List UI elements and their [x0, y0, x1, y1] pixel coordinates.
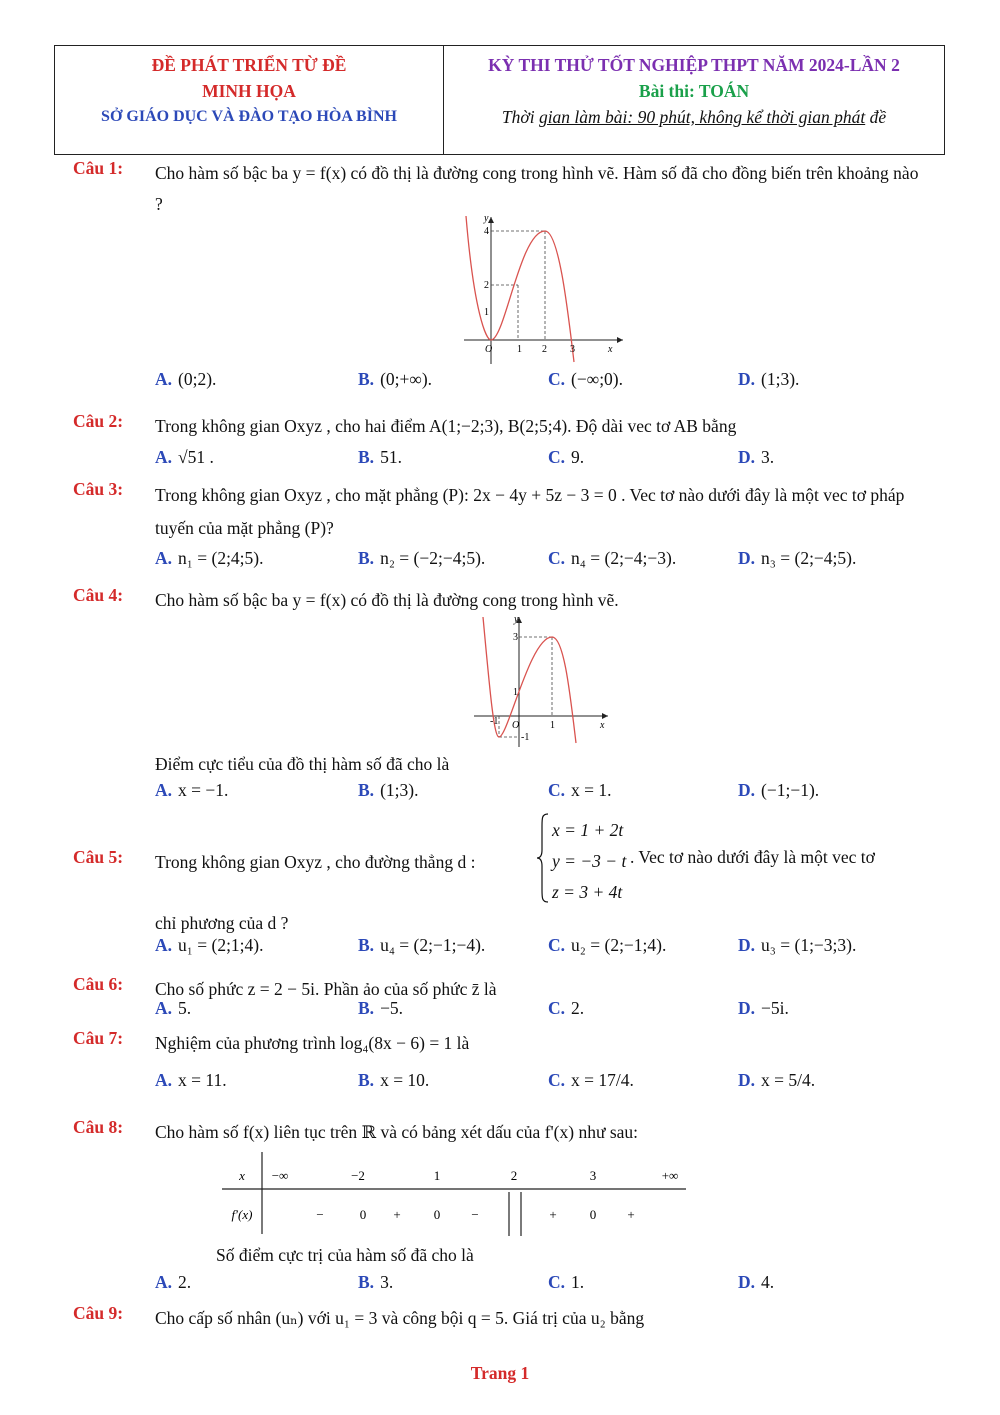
option-c[interactable]: C. 2.	[548, 998, 585, 1018]
question-text: Cho cấp số nhân (uₙ) với u₁ = 3 và công bội q = 5. Giá trị của u₂ bằng	[155, 1308, 645, 1328]
sign-8: +	[627, 1207, 635, 1222]
table-header-x: x	[239, 1168, 245, 1183]
question-text: Cho số phức z = 2 − 5i. Phần ảo của số phức z̄ là	[155, 979, 497, 999]
tick-label-x3: 3	[570, 344, 575, 355]
origin-label: O	[485, 344, 493, 355]
sign-7: 0	[589, 1207, 597, 1222]
question-number: Câu 8:	[73, 1117, 124, 1137]
option-a[interactable]: A. x = 11.	[155, 1070, 227, 1090]
table-x-1: 1	[433, 1168, 441, 1183]
axis-label-x: x	[600, 720, 605, 731]
tick-label-y4: 4	[484, 226, 489, 237]
option-d[interactable]: D. n₃ = (2;−4;5).	[738, 548, 857, 568]
option-d[interactable]: D. (1;3).	[738, 369, 800, 389]
system-eq-z: z = 3 + 4t	[552, 882, 623, 902]
option-a[interactable]: A. u₁ = (2;1;4).	[155, 935, 264, 955]
question-8-text2: Số điểm cực trị của hàm số đã cho là	[216, 1245, 474, 1265]
question-text: Nghiệm của phương trình log₄(8x − 6) = 1 là	[155, 1033, 470, 1053]
tick-label-y3: 3	[513, 632, 518, 643]
parametric-system	[552, 815, 626, 908]
tick-label-xm1: -1	[490, 716, 499, 727]
sign-2: 0	[359, 1207, 367, 1222]
option-a[interactable]: A. 2.	[155, 1272, 192, 1292]
header-left-line1: ĐỀ PHÁT TRIỂN TỪ ĐỀ	[151, 55, 347, 75]
tick-label-y2: 2	[484, 280, 489, 291]
sign-1: −	[316, 1207, 324, 1222]
option-a[interactable]: A. √51 .	[155, 447, 214, 467]
table-header-fprime: f′(x)	[231, 1207, 253, 1222]
option-d[interactable]: D. u₃ = (1;−3;3).	[738, 935, 857, 955]
exam-subject: Bài thi: TOÁN	[638, 81, 750, 101]
header-left	[55, 46, 444, 154]
axis-label-y: y	[484, 213, 489, 224]
question-number: Câu 9:	[73, 1303, 124, 1323]
table-x-2: 2	[510, 1168, 518, 1183]
option-d[interactable]: D. x = 5/4.	[738, 1070, 816, 1090]
exam-title: KỲ THI THỬ TỐT NGHIỆP THPT NĂM 2024-LẦN 2	[488, 55, 900, 75]
question-text: Cho hàm số f(x) liên tục trên ℝ và có bảng xét dấu của f'(x) như sau:	[155, 1122, 639, 1142]
option-a[interactable]: A. x = −1.	[155, 780, 229, 800]
question-text-b: . Vec tơ nào dưới đây là một vec tơ	[630, 847, 875, 867]
axis-label-y: y	[514, 614, 519, 625]
option-d[interactable]: D. 3.	[738, 447, 775, 467]
question-number: Câu 1:	[73, 158, 124, 178]
option-b[interactable]: B. (1;3).	[358, 780, 419, 800]
origin-label: O	[512, 720, 520, 731]
question-number: Câu 4:	[73, 585, 124, 605]
question-number: Câu 3:	[73, 479, 124, 499]
page-number: Trang 1	[470, 1363, 530, 1383]
question-text: Cho hàm số bậc ba y = f(x) có đồ thị là đường cong trong hình vẽ. Hàm số đã cho đồng biến trên khoảng nào ?	[155, 163, 919, 214]
sign-3: +	[393, 1207, 401, 1222]
exam-time: Thời gian làm bài: 90 phút, không kể thời gian phát đề	[501, 107, 887, 127]
option-d[interactable]: D. (−1;−1).	[738, 780, 820, 800]
axis-label-x: x	[608, 344, 613, 355]
option-a[interactable]: A. 5.	[155, 998, 192, 1018]
sign-5: −	[471, 1207, 479, 1222]
header-left-line3: SỞ GIÁO DỤC VÀ ĐÀO TẠO HÒA BÌNH	[101, 108, 397, 125]
header-right	[444, 46, 944, 154]
option-c[interactable]: C. u₂ = (2;−1;4).	[548, 935, 667, 955]
tick-label-y1: 1	[484, 307, 489, 318]
question-number: Câu 7:	[73, 1028, 124, 1048]
option-c[interactable]: C. 1.	[548, 1272, 585, 1292]
option-a[interactable]: A. n₁ = (2;4;5).	[155, 548, 264, 568]
option-c[interactable]: C. x = 17/4.	[548, 1070, 634, 1090]
option-c[interactable]: C. (−∞;0).	[548, 369, 624, 389]
option-b[interactable]: B. −5.	[358, 998, 404, 1018]
system-eq-x: x = 1 + 2t	[552, 820, 624, 840]
system-eq-y: y = −3 − t	[552, 851, 627, 871]
system-brace	[536, 812, 550, 904]
question-text: Cho hàm số bậc ba y = f(x) có đồ thị là đường cong trong hình vẽ.	[155, 590, 619, 610]
table-x-m2: −2	[351, 1168, 365, 1183]
q4-graph	[470, 613, 612, 748]
option-b[interactable]: B. u₄ = (2;−1;−4).	[358, 935, 486, 955]
tick-label-x2: 2	[542, 344, 547, 355]
table-x-neg-inf: −∞	[271, 1168, 289, 1183]
exam-header	[54, 45, 945, 155]
q1-graph	[458, 212, 630, 370]
tick-label-y1: 1	[513, 687, 518, 698]
option-b[interactable]: B. x = 10.	[358, 1070, 430, 1090]
question-number: Câu 6:	[73, 974, 124, 994]
option-d[interactable]: D. 4.	[738, 1272, 775, 1292]
option-b[interactable]: B. (0;+∞).	[358, 369, 433, 389]
tick-label-x1: 1	[517, 344, 522, 355]
question-text: Trong không gian Oxyz , cho hai điểm A(1;−2;3), B(2;5;4). Độ dài vec tơ AB bằng	[155, 416, 737, 436]
option-b[interactable]: B. n₂ = (−2;−4;5).	[358, 548, 486, 568]
tick-label-x1: 1	[550, 720, 555, 731]
option-c[interactable]: C. 9.	[548, 447, 585, 467]
option-b[interactable]: B. 51.	[358, 447, 402, 467]
header-left-line2: MINH HỌA	[202, 81, 296, 101]
option-c[interactable]: C. x = 1.	[548, 780, 612, 800]
sign-6: +	[549, 1207, 557, 1222]
question-text: Trong không gian Oxyz , cho mặt phẳng (P): 2x − 4y + 5z − 3 = 0 . Vec tơ nào dưới đây là một vec tơ pháp tuyến của mặt phẳng (P)?	[155, 485, 905, 538]
tick-label-ym1: -1	[521, 732, 530, 743]
question-number: Câu 5:	[73, 847, 124, 867]
option-b[interactable]: B. 3.	[358, 1272, 394, 1292]
table-x-pos-inf: +∞	[661, 1168, 679, 1183]
sign-4: 0	[433, 1207, 441, 1222]
question-number: Câu 2:	[73, 411, 124, 431]
table-x-3: 3	[589, 1168, 597, 1183]
sign-table	[220, 1152, 690, 1236]
option-a[interactable]: A. (0;2).	[155, 369, 217, 389]
option-c[interactable]: C. n₄ = (2;−4;−3).	[548, 548, 677, 568]
question-text-a: Trong không gian Oxyz , cho đường thẳng d :	[155, 852, 476, 872]
option-d[interactable]: D. −5i.	[738, 998, 789, 1018]
